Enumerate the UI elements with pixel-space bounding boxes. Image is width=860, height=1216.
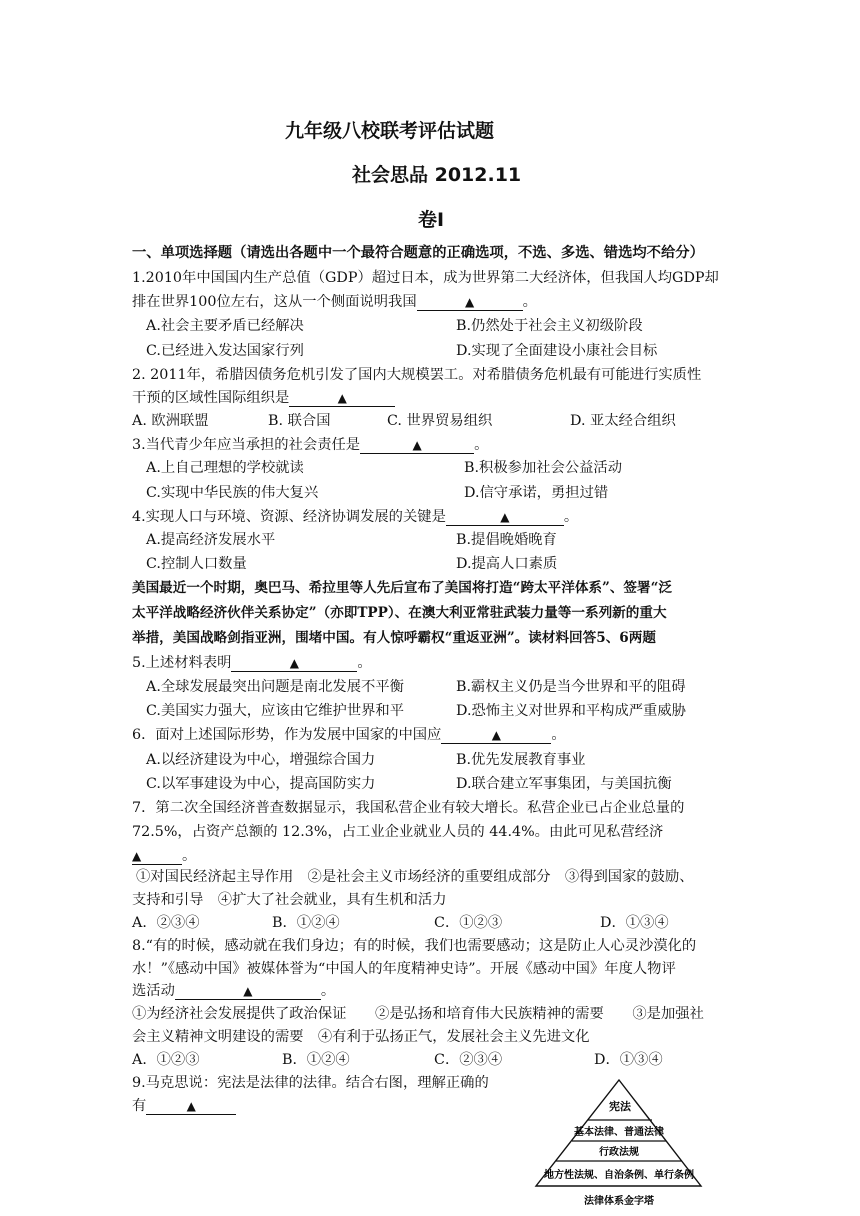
q1-stem-line2 bbox=[132, 291, 537, 314]
q8-stem-line3 bbox=[132, 980, 335, 1003]
q7-statements-line2: 支持和引导 ④扩大了社会就业，具有生机和活力 bbox=[132, 892, 447, 908]
q4-stem-text: 4.实现人口与环境、资源、经济协调发展的关键是 bbox=[132, 509, 446, 525]
q3-stem-text: 3.当代青少年应当承担的社会责任是 bbox=[132, 437, 361, 453]
q6-option-c: C.以军事建设为中心，提高国防实力 bbox=[146, 776, 376, 792]
q1-stem-text: 排在世界100位左右，这从一个侧面说明我国 bbox=[132, 294, 417, 310]
exam-volume: 卷Ⅰ bbox=[418, 209, 445, 231]
q5-option-c: C.美国实力强大，应该由它维护世界和平 bbox=[146, 703, 405, 719]
q2-option-d: D. 亚太经合组织 bbox=[570, 413, 676, 429]
q1-option-b: B.仍然处于社会主义初级阶段 bbox=[456, 318, 643, 334]
q3-option-b: B.积极参加社会公益活动 bbox=[464, 460, 623, 476]
reading-material-line2: 太平洋战略经济伙伴关系协定”（亦即TPP）、在澳大利亚常驻武装力量等一系列新的重大 bbox=[132, 605, 667, 621]
q7-stem-line1: 7．第二次全国经济普查数据显示，我国私营企业有较大增长。私营企业已占企业总量的 bbox=[132, 800, 685, 816]
q4-option-a: A.提高经济发展水平 bbox=[146, 532, 276, 548]
q9-stem-text: 有 bbox=[132, 1098, 147, 1114]
q7-option-b: B．①②④ bbox=[272, 915, 340, 931]
q8-stem-line2: 水！”《感动中国》被媒体誉为“中国人的年度精神史诗”。开展《感动中国》年度人物评 bbox=[132, 961, 676, 977]
q8-option-a: A．①②③ bbox=[132, 1052, 200, 1068]
q3-option-a: A.上自己理想的学校就读 bbox=[146, 460, 304, 476]
q6-stem-text: 6．面对上述国际形势，作为发展中国家的中国应 bbox=[132, 727, 442, 743]
q2-option-b: B. 联合国 bbox=[268, 413, 331, 429]
q7-stem-line2: 72.5%，占资产总额的 12.3%，占工业企业就业人员的 44.4%。由此可见私营经济 bbox=[132, 824, 664, 840]
answer-blank: ▲ bbox=[132, 848, 182, 865]
q8-stem-text: 选活动 bbox=[132, 983, 175, 999]
answer-blank: ▲ bbox=[417, 294, 523, 311]
exam-subject: 社会思品 2012.11 bbox=[352, 164, 522, 186]
q5-stem-text: 5.上述材料表明 bbox=[132, 655, 232, 671]
q8-option-b: B．①②④ bbox=[282, 1052, 350, 1068]
answer-blank: ▲ bbox=[175, 983, 321, 1000]
q6-option-b: B.优先发展教育事业 bbox=[456, 752, 586, 768]
q8-statements-line2: 会主义精神文明建设的需要 ④有利于弘扬正气，发展社会主义先进文化 bbox=[132, 1029, 590, 1045]
q5-option-d: D.恐怖主义对世界和平构成严重威胁 bbox=[456, 703, 686, 719]
reading-material-line3: 举措，美国战略剑指亚洲，围堵中国。有人惊呼霸权“重返亚洲”。读材料回答5、6两题 bbox=[132, 630, 656, 646]
answer-blank: ▲ bbox=[231, 655, 357, 672]
q8-stem-end: 。 bbox=[320, 983, 336, 999]
reading-material-line1: 美国最近一个时期，奥巴马、希拉里等人先后宣布了美国将打造“跨太平洋体系”、签署“泛 bbox=[132, 580, 673, 596]
q3-stem-end: 。 bbox=[474, 437, 489, 453]
q6-stem bbox=[132, 724, 566, 747]
pyramid-level-constitution: 宪法 bbox=[609, 1100, 631, 1113]
q8-option-c: C．②③④ bbox=[434, 1052, 503, 1068]
q4-stem bbox=[132, 506, 578, 529]
section-heading: 一、单项选择题（请选出各题中一个最符合题意的正确选项，不选、多选、错选均不给分） bbox=[132, 245, 704, 261]
q3-option-c: C.实现中华民族的伟大复兴 bbox=[146, 485, 319, 501]
q2-option-c: C. 世界贸易组织 bbox=[387, 413, 493, 429]
q3-stem bbox=[132, 434, 488, 457]
q2-stem-line2 bbox=[132, 387, 395, 410]
answer-blank: ▲ bbox=[446, 509, 564, 526]
q1-stem-line1: 1.2010年中国国内生产总值（GDP）超过日本，成为世界第二大经济体，但我国人均GDP却 bbox=[132, 270, 719, 286]
q4-option-c: C.控制人口数量 bbox=[146, 556, 247, 572]
answer-blank: ▲ bbox=[360, 437, 474, 454]
q2-stem-text: 干预的区域性国际组织是 bbox=[132, 390, 290, 406]
answer-blank: ▲ bbox=[289, 390, 395, 407]
q7-option-a: A．②③④ bbox=[132, 915, 200, 931]
pyramid-level-basic-law: 基本法律、普通法律 bbox=[574, 1127, 664, 1138]
q1-option-a: A.社会主要矛盾已经解决 bbox=[146, 318, 304, 334]
q1-option-c: C.已经进入发达国家行列 bbox=[146, 343, 304, 359]
q4-option-b: B.提倡晚婚晚育 bbox=[456, 532, 557, 548]
q5-option-a: A.全球发展最突出问题是南北发展不平衡 bbox=[146, 679, 404, 695]
q2-stem-line1: 2. 2011年，希腊因债务危机引发了国内大规模罢工。对希腊债务危机最有可能进行实质性 bbox=[132, 367, 702, 383]
q3-option-d: D.信守承诺，勇担过错 bbox=[464, 485, 609, 501]
q1-option-d: D.实现了全面建设小康社会目标 bbox=[456, 343, 658, 359]
q7-option-c: C．①②③ bbox=[434, 915, 503, 931]
q7-stem-line3 bbox=[132, 845, 196, 868]
q5-stem-end: 。 bbox=[357, 655, 372, 671]
pyramid-caption: 法律体系金字塔 bbox=[584, 1196, 654, 1207]
q9-stem-line1: 9.马克思说：宪法是法律的法律。结合右图，理解正确的 bbox=[132, 1075, 489, 1091]
answer-blank: ▲ bbox=[441, 727, 551, 744]
q8-option-d: D．①③④ bbox=[594, 1052, 663, 1068]
q6-stem-end: 。 bbox=[551, 727, 566, 743]
q4-option-d: D.提高人口素质 bbox=[456, 556, 558, 572]
q4-stem-end: 。 bbox=[563, 509, 579, 525]
pyramid-level-administrative: 行政法规 bbox=[599, 1147, 639, 1158]
q1-stem-end: 。 bbox=[522, 294, 537, 310]
q6-option-a: A.以经济建设为中心，增强综合国力 bbox=[146, 752, 376, 768]
pyramid-level-local: 地方性法规、自治条例、单行条例 bbox=[544, 1170, 694, 1181]
q6-option-d: D.联合建立军事集团，与美国抗衡 bbox=[456, 776, 672, 792]
q5-stem bbox=[132, 652, 372, 675]
q2-option-a: A. 欧洲联盟 bbox=[132, 413, 209, 429]
q8-statements-line1: ①为经济社会发展提供了政治保证 ②是弘扬和培育伟大民族精神的需要 ③是加强社 bbox=[132, 1006, 704, 1022]
q9-stem-line2 bbox=[132, 1095, 236, 1118]
legal-system-pyramid-figure bbox=[518, 1077, 744, 1213]
q7-statements-line1: ①对国民经济起主导作用 ②是社会主义市场经济的重要组成部分 ③得到国家的鼓励、 bbox=[136, 869, 694, 885]
q5-option-b: B.霸权主义仍是当今世界和平的阻碍 bbox=[456, 679, 686, 695]
q7-stem-end: 。 bbox=[182, 848, 197, 864]
exam-title: 九年级八校联考评估试题 bbox=[285, 120, 495, 142]
q8-stem-line1: 8.“有的时候，感动就在我们身边；有的时候，我们也需要感动；这是防止人心灵沙漠化的 bbox=[132, 938, 697, 954]
answer-blank: ▲ bbox=[146, 1098, 236, 1115]
q7-option-d: D．①③④ bbox=[600, 915, 669, 931]
